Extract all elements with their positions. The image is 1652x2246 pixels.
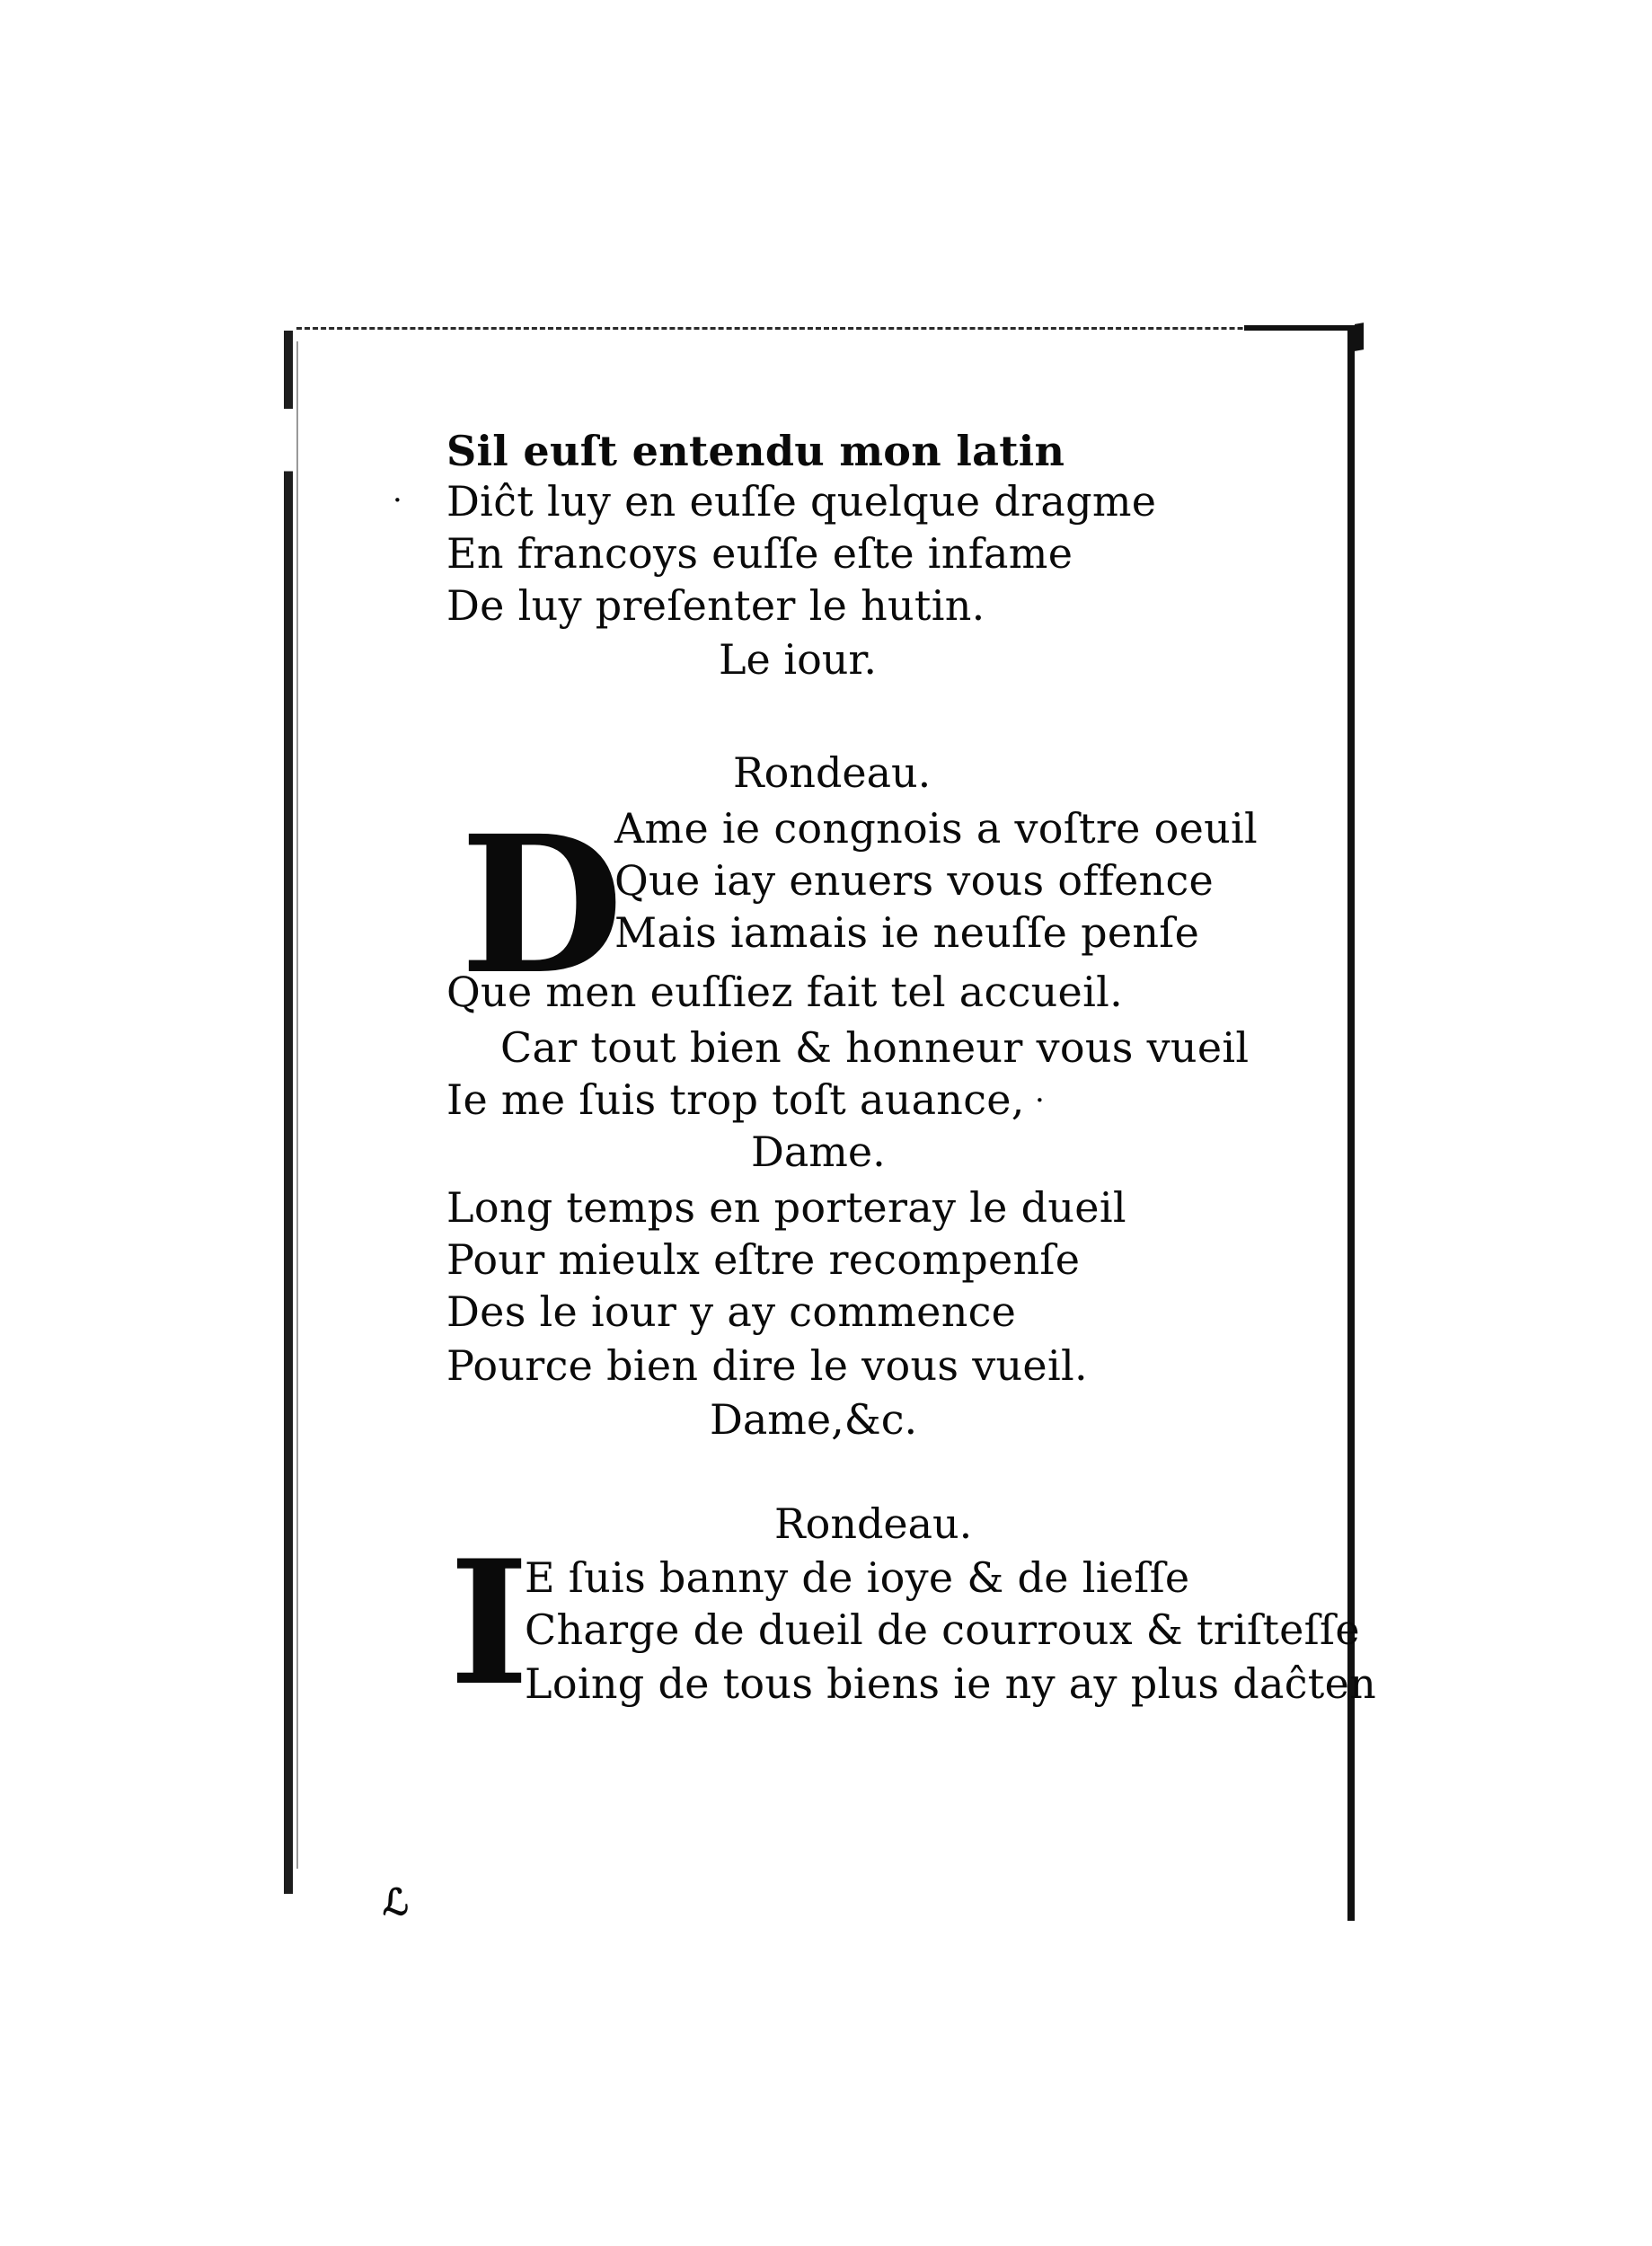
rondeau2-dropcap-line-3: Loing de tous biens ie ny ay plus daĉten	[525, 1659, 1377, 1708]
footer-mark: ℒ	[383, 1881, 409, 1923]
rondeau2-dropcap: I	[449, 1523, 529, 1723]
rondeau1-dropcap-line-1: Ame ie congnois a voſtre oeuil	[614, 804, 1259, 853]
right-page-edge-cap	[1355, 323, 1364, 351]
rondeau1-dropcap-line-2: Que iay enuers vous offence	[614, 856, 1215, 905]
rondeau2-dropcap-line-1: E ſuis banny de ioye & de lieſſe	[525, 1553, 1190, 1602]
top-rule-heavy	[1244, 325, 1361, 331]
stanza1-refrain: Le iour.	[719, 635, 877, 684]
rondeau1-heading: Rondeau.	[733, 748, 932, 797]
stanza1-line-2: Diĉt luy en euſſe quelque dragme	[446, 477, 1157, 526]
stanza1-line-1: Sil euſt entendu mon latin	[446, 427, 1065, 475]
rondeau1-line-a1: Que men euſſiez fait tel accueil.	[446, 968, 1124, 1016]
stanza1-line-4: De luy preſenter le hutin.	[446, 581, 985, 630]
rondeau2-dropcap-line-2: Charge de dueil de courroux & triſteſſe	[525, 1605, 1360, 1654]
left-page-edge-thin	[296, 341, 298, 1869]
rondeau1-line-b2: Pour mieulx eſtre recompenſe	[446, 1235, 1081, 1284]
left-page-edge	[284, 331, 293, 1894]
rondeau1-line-b4: Pource bien dire le vous vueil.	[446, 1341, 1088, 1390]
rondeau1-line-a2: Car tout bien & honneur vous vueil	[500, 1023, 1250, 1072]
stanza1-line-3: En francoys euſſe eſte infame	[446, 529, 1073, 578]
rondeau1-line-b3: Des le iour y ay commence	[446, 1287, 1017, 1336]
rondeau1-dropcap-line-3: Mais iamais ie neuſſe penſe	[614, 908, 1200, 957]
rondeau1-line-a3: Ie me ſuis trop toſt auance,	[446, 1075, 1025, 1124]
rondeau1-line-b1: Long temps en porteray le dueil	[446, 1183, 1126, 1232]
rondeau1-refrain-2: Dame,&c.	[710, 1395, 918, 1444]
rondeau1-refrain-1: Dame.	[751, 1127, 886, 1176]
stray-dot-mid: ·	[1035, 1083, 1045, 1119]
top-rule	[296, 327, 1356, 330]
stray-dot-left: ·	[393, 482, 402, 518]
rondeau2-heading: Rondeau.	[774, 1499, 973, 1548]
rondeau1-dropcap: D	[460, 794, 624, 1016]
